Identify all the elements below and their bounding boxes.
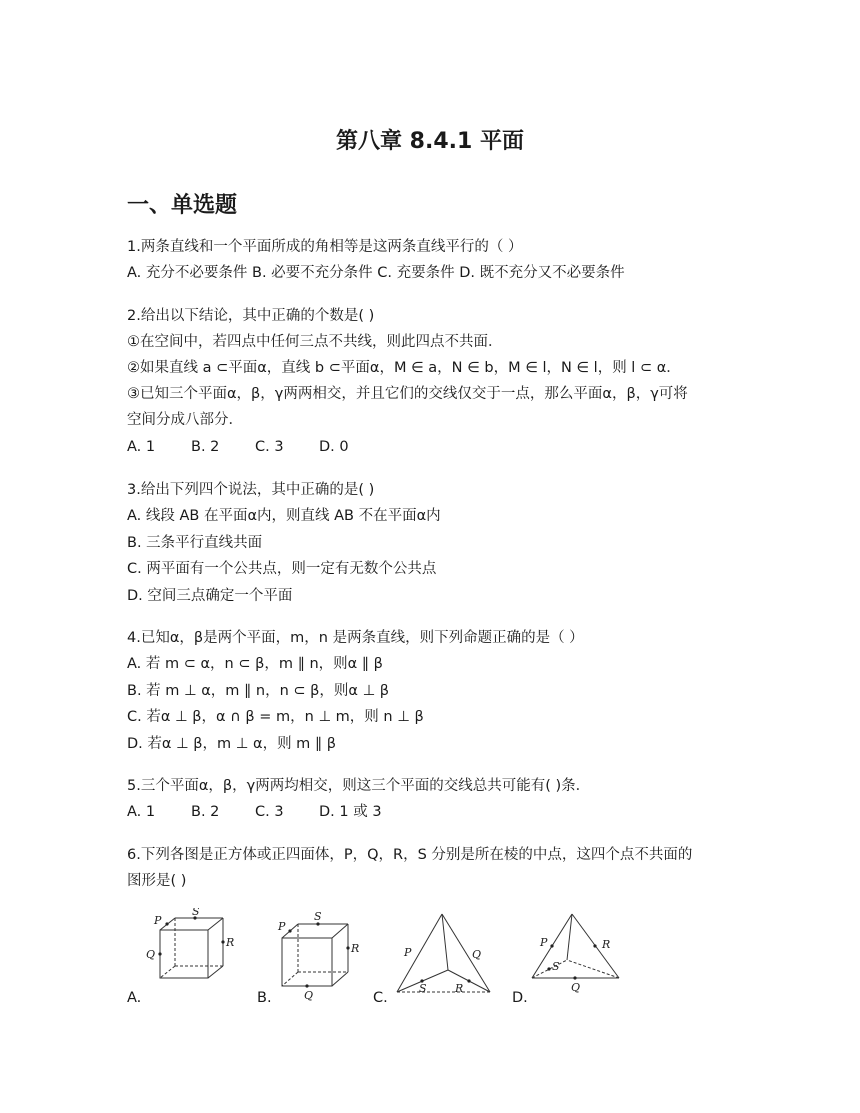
question-2-options (127, 437, 349, 457)
option-c: C. 3 (255, 439, 284, 455)
figure-b-label: B. (257, 990, 272, 1006)
question-2-statement-1: ①在空间中，若四点中任何三点不共线，则此四点不共面． (127, 334, 503, 350)
point-q-label: Q (146, 948, 156, 961)
question-3-option-c: C. 两平面有一个公共点，则一定有无数个公共点 (127, 561, 437, 577)
point-q-label: Q (304, 989, 314, 1002)
figure-d-label: D. (512, 990, 528, 1006)
option-b: B. 2 (191, 804, 220, 820)
question-4-option-a: A. 若 m ⊂ α，n ⊂ β，m ∥ n，则α ∥ β (127, 656, 383, 672)
point-s-label: S (314, 910, 322, 923)
point-q-label: Q (472, 948, 482, 961)
question-6-stem-b: 图形是( ) (127, 873, 187, 889)
question-3-option-d: D. 空间三点确定一个平面 (127, 588, 293, 604)
point-p-label: P (540, 936, 548, 949)
figure-a-cube (140, 908, 240, 1007)
figure-d-tetrahedron (527, 908, 627, 1007)
question-5-options (127, 802, 382, 822)
question-4-option-d: D. 若α ⊥ β，m ⊥ α，则 m ∥ β (127, 736, 337, 752)
figure-a-label: A. (127, 990, 142, 1006)
question-4-option-b: B. 若 m ⊥ α，m ∥ n，n ⊂ β，则α ⊥ β (127, 683, 390, 699)
question-2-statement-3b: 空间分成八部分． (127, 412, 243, 428)
question-2-stem: 2.给出以下结论，其中正确的个数是( ) (127, 308, 375, 324)
point-r-label: R (226, 936, 235, 949)
question-5-stem: 5.三个平面α，β，γ两两均相交，则这三个平面的交线总共可能有( )条． (127, 778, 591, 794)
point-s-label: S (192, 908, 200, 918)
option-d: D. 1 或 3 (319, 804, 382, 820)
figure-c-tetrahedron (392, 908, 497, 1007)
question-3-option-b: B. 三条平行直线共面 (127, 535, 263, 551)
question-1-stem: 1.两条直线和一个平面所成的角相等是这两条直线平行的（ ） (127, 239, 523, 255)
question-2-statement-2: ②如果直线 a ⊂平面α，直线 b ⊂平面α，M ∈ a，N ∈ b，M ∈ l，N ∈ l，则 l ⊂ α． (127, 360, 681, 376)
point-s-label: S (552, 960, 560, 973)
question-3-option-a: A. 线段 AB 在平面α内，则直线 AB 不在平面α内 (127, 508, 441, 524)
option-d: D. 0 (319, 439, 349, 455)
question-3-stem: 3.给出下列四个说法，其中正确的是( ) (127, 482, 375, 498)
point-q-label: Q (571, 981, 581, 994)
question-6-stem-a: 6.下列各图是正方体或正四面体，P，Q，R，S 分别是所在棱的中点，这四个点不共面的 (127, 847, 693, 863)
point-p-label: P (404, 946, 412, 959)
point-p-label: P (154, 914, 162, 927)
figure-b-cube (270, 908, 360, 1007)
option-c: C. 3 (255, 804, 284, 820)
question-4-option-c: C. 若α ⊥ β，α ∩ β = m，n ⊥ m，则 n ⊥ β (127, 709, 424, 725)
question-2-statement-3a: ③已知三个平面α，β，γ两两相交，并且它们的交线仅交于一点，那么平面α，β，γ可将 (127, 386, 688, 402)
point-r-label: R (455, 982, 464, 995)
page-title: 第八章 8.4.1 平面 (336, 129, 524, 154)
figure-c-label: C. (373, 990, 388, 1006)
point-s-label: S (419, 982, 427, 995)
option-b: B. 2 (191, 439, 220, 455)
question-4-stem: 4.已知α，β是两个平面，m，n 是两条直线，则下列命题正确的是（ ） (127, 630, 584, 646)
point-r-label: R (602, 938, 611, 951)
point-r-label: R (351, 942, 360, 955)
option-a: A. 1 (127, 439, 156, 455)
question-1-options: A. 充分不必要条件 B. 必要不充分条件 C. 充要条件 D. 既不充分又不必要条件 (127, 265, 625, 281)
section-heading: 一、单选题 (127, 193, 238, 218)
option-a: A. 1 (127, 804, 156, 820)
point-p-label: P (278, 920, 286, 933)
